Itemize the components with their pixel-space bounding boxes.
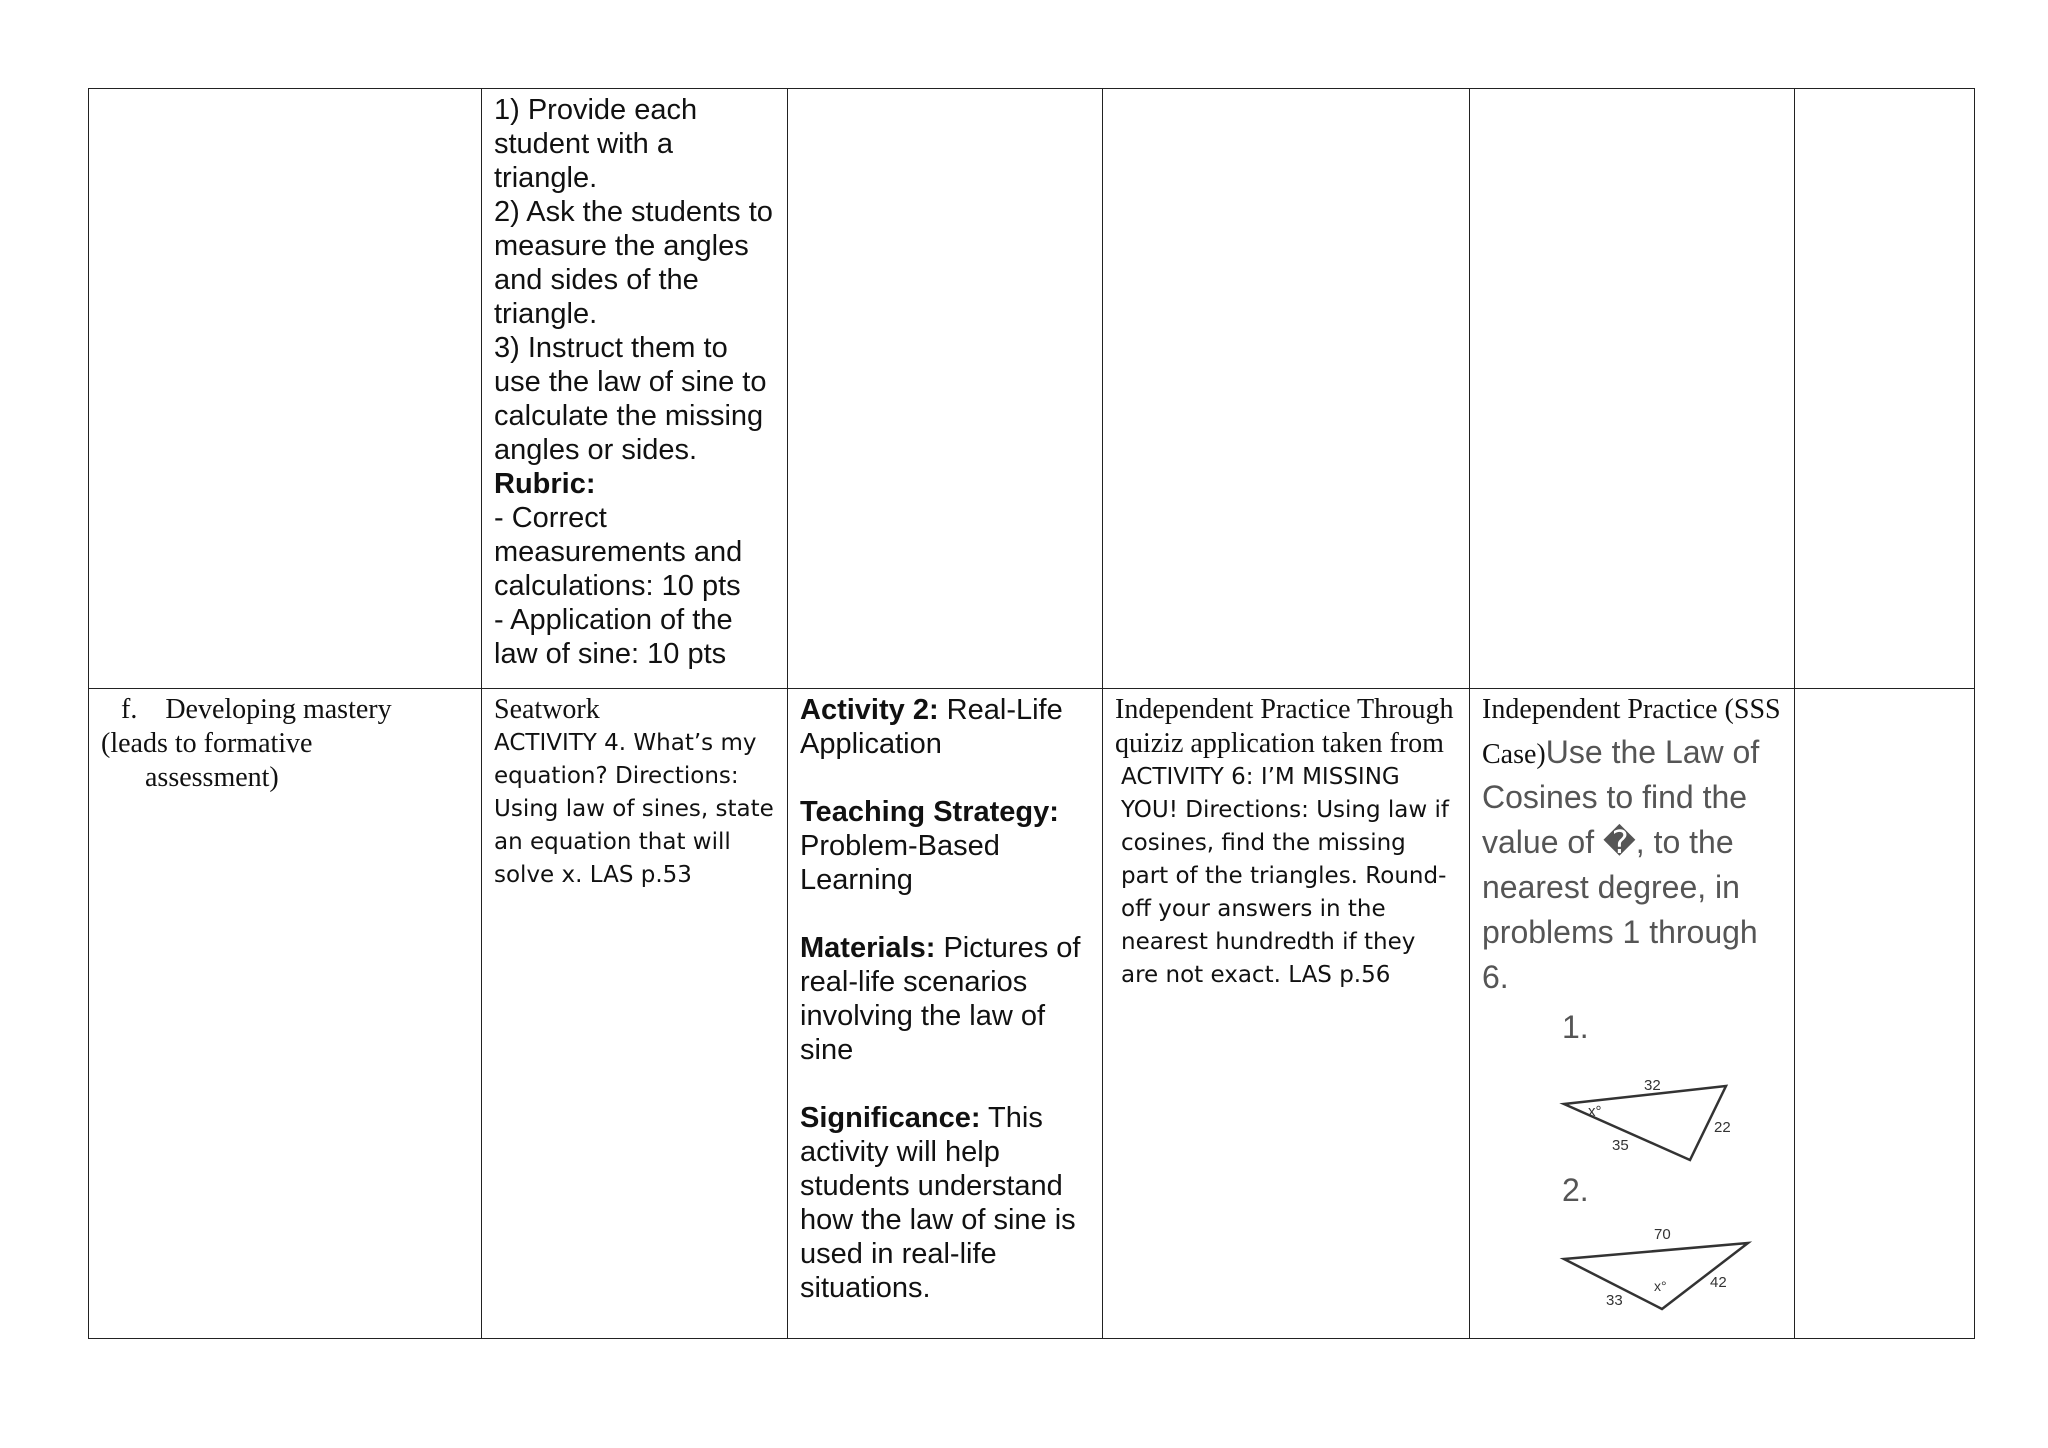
sss-instructions: Use the Law of Cosines to find the value of �, to the nearest degree, in problems 1 through 6. xyxy=(1482,734,1760,995)
item-subtitle-line1: (leads to formative xyxy=(101,728,313,759)
row2-independent-cell xyxy=(1103,689,1470,1339)
materials-text: Pictures of real-life scenarios involving the law of sine xyxy=(800,932,1081,1066)
row1-procedure-cell xyxy=(482,89,788,689)
strategy-text: Problem-Based Learning xyxy=(800,830,1000,896)
row2-label-cell xyxy=(89,689,482,1339)
strategy-label: Teaching Strategy: xyxy=(800,796,1059,828)
triangle-diagram-2 xyxy=(1542,1209,1782,1319)
activity-label: Activity 2: xyxy=(800,694,939,726)
rubric-item-2: - Application of the law of sine: 10 pts xyxy=(494,604,733,670)
step-2: 2) Ask the students to measure the angles and sides of the triangle. xyxy=(494,196,773,330)
triangle-diagram-1 xyxy=(1542,1046,1782,1166)
row2-cell-6 xyxy=(1795,689,1975,1339)
triangle-2-side-left: 33 xyxy=(1606,1292,1623,1309)
row1-label-cell xyxy=(89,89,482,689)
triangle-2-side-right: 42 xyxy=(1710,1274,1727,1291)
triangle-1-angle-label: x° xyxy=(1588,1103,1602,1120)
significance-text: This activity will help students understand how the law of sine is used in real-life situations. xyxy=(800,1102,1076,1304)
problem-1-number: 1. xyxy=(1562,1009,1589,1045)
significance-label: Significance: xyxy=(800,1102,981,1134)
row1-cell-4 xyxy=(1103,89,1470,689)
problem-2-number: 2. xyxy=(1562,1172,1589,1208)
independent-heading: Independent Practice Through quiziz application taken from xyxy=(1115,694,1454,759)
triangle-1-side-left: 35 xyxy=(1612,1137,1629,1154)
item-letter: f. xyxy=(121,694,138,725)
row1-cell-5 xyxy=(1470,89,1795,689)
seatwork-heading: Seatwork xyxy=(494,694,600,725)
rubric-item-1: - Correct measurements and calculations: 10 pts xyxy=(494,502,743,602)
rubric-label: Rubric: xyxy=(494,468,596,500)
row1-cell-3 xyxy=(788,89,1103,689)
table-row xyxy=(89,689,1975,1339)
triangle-1-side-top: 32 xyxy=(1644,1077,1661,1094)
activity-text: Real-Life Application xyxy=(800,694,1063,760)
triangle-2-angle-label: x° xyxy=(1654,1278,1667,1294)
triangle-2-side-top: 70 xyxy=(1654,1226,1671,1243)
triangle-1-shape xyxy=(1564,1086,1726,1160)
lesson-plan-table xyxy=(88,88,1975,1339)
sss-heading: Independent Practice (SSS Case) xyxy=(1482,694,1781,770)
row2-activity-cell xyxy=(788,689,1103,1339)
row1-cell-6 xyxy=(1795,89,1975,689)
item-subtitle-line2: assessment) xyxy=(145,762,279,793)
step-1: 1) Provide each student with a triangle. xyxy=(494,94,698,194)
row2-seatwork-cell xyxy=(482,689,788,1339)
item-title: Developing mastery xyxy=(165,694,392,725)
seatwork-body: ACTIVITY 4. What’s my equation? Directions: Using law of sines, state an equation that will solve x. LAS p.53 xyxy=(494,730,774,888)
table-row xyxy=(89,89,1975,689)
step-3: 3) Instruct them to use the law of sine to calculate the missing angles or sides. xyxy=(494,332,767,466)
triangle-1-side-right: 22 xyxy=(1714,1119,1731,1136)
independent-body: ACTIVITY 6: I’M MISSING YOU! Directions: Using law if cosines, find the missing part of the triangles. Round-off your answers in the nearest hundredth if they are not exact. LAS p.56 xyxy=(1121,764,1449,988)
materials-label: Materials: xyxy=(800,932,936,964)
row2-sss-cell xyxy=(1470,689,1795,1339)
